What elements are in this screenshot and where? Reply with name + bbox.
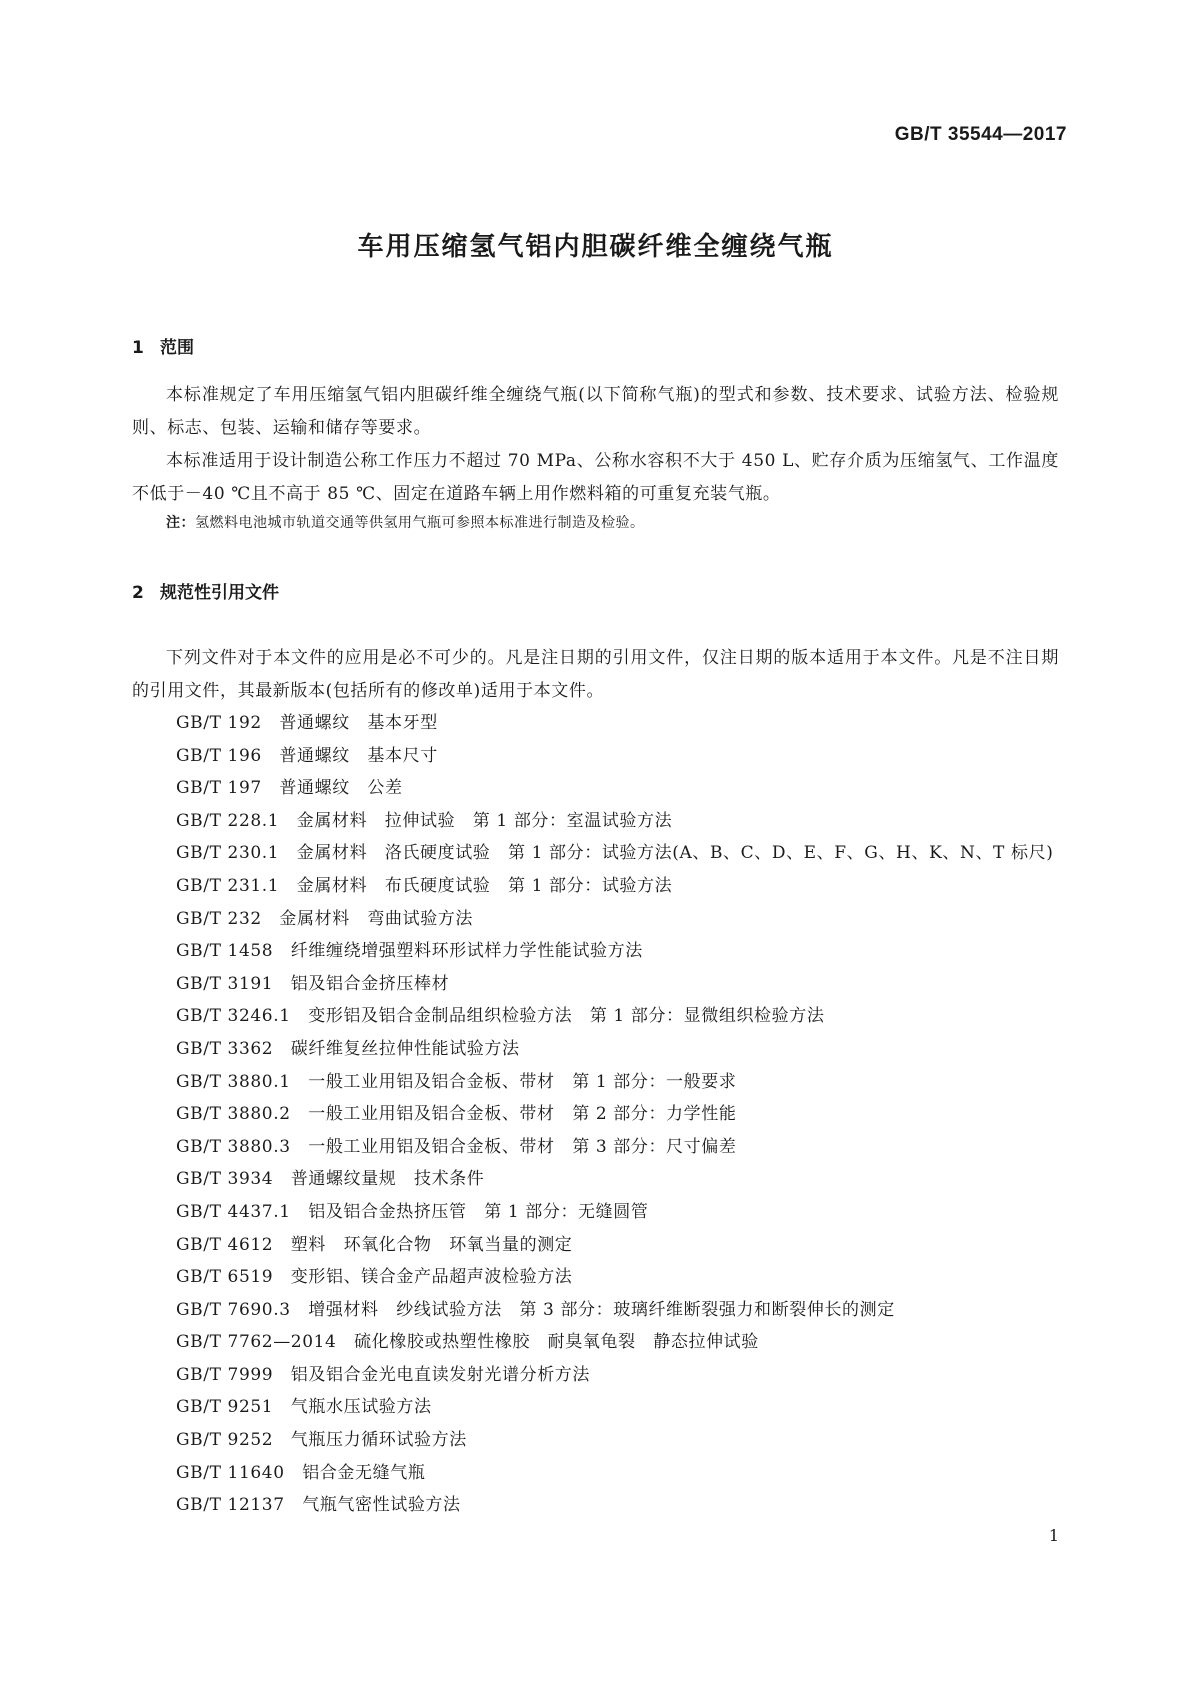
reference-item: GB/T 11640 铝合金无缝气瓶 [176, 1462, 426, 1483]
reference-item: GB/T 197 普通螺纹 公差 [176, 778, 403, 799]
reference-item: GB/T 231.1 金属材料 布氏硬度试验 第 1 部分：试验方法 [176, 875, 673, 896]
reference-item: GB/T 6519 变形铝、镁合金产品超声波检验方法 [176, 1267, 573, 1288]
note-label: 注： [166, 515, 195, 531]
reference-item: GB/T 7999 铝及铝合金光电直读发射光谱分析方法 [176, 1364, 591, 1385]
reference-list [176, 707, 1053, 1522]
section-2-heading [132, 578, 279, 603]
reference-item: GB/T 232 金属材料 弯曲试验方法 [176, 908, 473, 929]
section-2-title: 规范性引用文件 [160, 583, 279, 603]
section-1-title: 范围 [160, 338, 194, 358]
reference-item: GB/T 3934 普通螺纹量规 技术条件 [176, 1169, 485, 1190]
section-1-number: 1 [132, 338, 144, 358]
reference-item: GB/T 12137 气瓶气密性试验方法 [176, 1495, 461, 1516]
scope-paragraph-2: 本标准适用于设计制造公称工作压力不超过 70 MPa、公称水容积不大于 450 L、贮存介质为压缩氢气、工作温度不低于－40 ℃且不高于 85 ℃、固定在道路车辆上用作燃料箱的可重复充装气瓶。 [132, 451, 1059, 504]
references-intro: 下列文件对于本文件的应用是必不可少的。凡是注日期的引用文件，仅注日期的版本适用于本文件。凡是不注日期的引用文件，其最新版本(包括所有的修改单)适用于本文件。 [132, 648, 1059, 701]
section-1-heading [132, 333, 194, 358]
reference-item: GB/T 4437.1 铝及铝合金热挤压管 第 1 部分：无缝圆管 [176, 1201, 649, 1222]
page-number: 1 [1048, 1526, 1059, 1545]
document-title: 车用压缩氢气铝内胆碳纤维全缠绕气瓶 [357, 232, 834, 262]
note-text: 氢燃料电池城市轨道交通等供氢用气瓶可参照本标准进行制造及检验。 [195, 515, 645, 531]
standard-number: GB/T 35544—2017 [894, 124, 1067, 145]
reference-item: GB/T 228.1 金属材料 拉伸试验 第 1 部分：室温试验方法 [176, 810, 673, 831]
reference-item: GB/T 7690.3 增强材料 纱线试验方法 第 3 部分：玻璃纤维断裂强力和断裂伸长的测定 [176, 1299, 895, 1320]
reference-item: GB/T 192 普通螺纹 基本牙型 [176, 713, 438, 733]
reference-item: GB/T 3191 铝及铝合金挤压棒材 [176, 973, 450, 994]
reference-item: GB/T 1458 纤维缠绕增强塑料环形试样力学性能试验方法 [176, 941, 643, 962]
reference-item: GB/T 9252 气瓶压力循环试验方法 [176, 1430, 467, 1451]
reference-item: GB/T 3362 碳纤维复丝拉伸性能试验方法 [176, 1038, 520, 1059]
reference-item: GB/T 4612 塑料 环氧化合物 环氧当量的测定 [176, 1234, 573, 1255]
scope-note [166, 512, 1059, 534]
section-2-number: 2 [132, 583, 144, 603]
reference-item: GB/T 7762—2014 硫化橡胶或热塑性橡胶 耐臭氧龟裂 静态拉伸试验 [176, 1332, 759, 1353]
reference-item: GB/T 3880.1 一般工业用铝及铝合金板、带材 第 1 部分：一般要求 [176, 1071, 737, 1092]
reference-item: GB/T 230.1 金属材料 洛氏硬度试验 第 1 部分：试验方法(A、B、C、D、E、F、G、H、K、N、T 标尺) [176, 843, 1054, 864]
scope-paragraph-1: 本标准规定了车用压缩氢气铝内胆碳纤维全缠绕气瓶(以下简称气瓶)的型式和参数、技术要求、试验方法、检验规则、标志、包装、运输和储存等要求。 [132, 385, 1059, 438]
reference-item: GB/T 3880.3 一般工业用铝及铝合金板、带材 第 3 部分：尺寸偏差 [176, 1136, 737, 1157]
reference-item: GB/T 3246.1 变形铝及铝合金制品组织检验方法 第 1 部分：显微组织检验方法 [176, 1006, 825, 1027]
reference-item: GB/T 3880.2 一般工业用铝及铝合金板、带材 第 2 部分：力学性能 [176, 1104, 737, 1125]
reference-item: GB/T 9251 气瓶水压试验方法 [176, 1397, 432, 1418]
reference-item: GB/T 196 普通螺纹 基本尺寸 [176, 745, 438, 766]
